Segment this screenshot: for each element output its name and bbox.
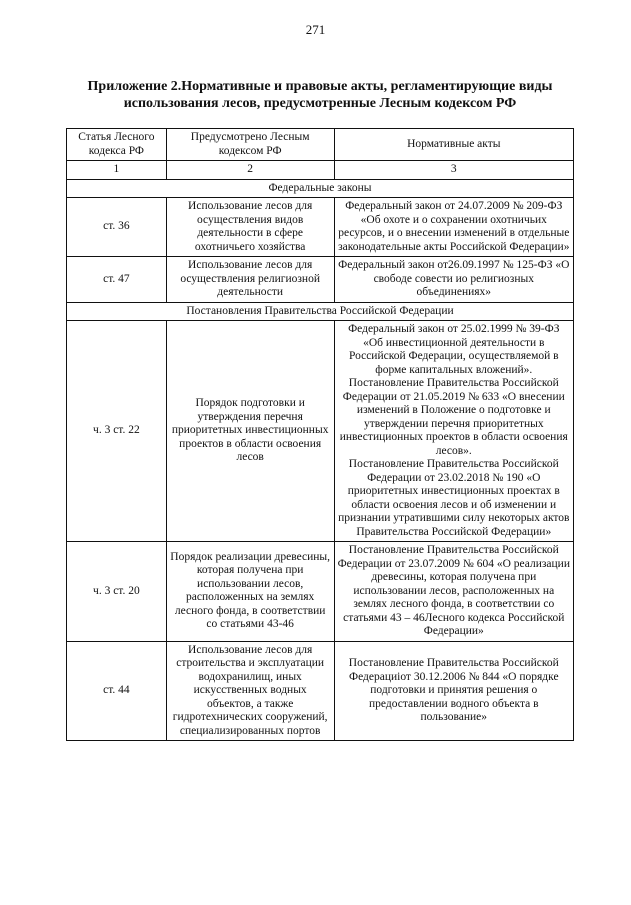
row-ch3-st20: [67, 542, 574, 642]
provision-cell: Использование лесов для осуществления религиозной деятельности: [166, 257, 334, 303]
normative-act: Федеральный закон от 24.07.2009 № 209-ФЗ «Об охоте и о сохранении охотничьих ресурсов, и о внесении изменений в отдельные законодательные акты Российской Федерации»: [338, 200, 570, 253]
provision-cell: Порядок реализации древесины, которая получена при использовании лесов, расположенных на землях лесного фонда, в соответствии со статьями 43-46: [166, 542, 334, 642]
table-header-row: [67, 129, 574, 161]
article-cell: ч. 3 ст. 22: [67, 321, 167, 542]
acts-cell: [334, 198, 573, 257]
normative-act: Постановление Правительства Российской Федерации от 23.07.2009 № 604 «О реализации древесины, которая получена при использовании лесов, расположенных на землях лесного фонда, в соответствии со статьями 43 – 46Лесного кодекса Российской Федерации»: [337, 544, 570, 637]
section-title: Постановления Правительства Российской Федерации: [67, 302, 574, 321]
section-federal: [67, 179, 574, 198]
header-acts: Нормативные акты: [334, 129, 573, 161]
normative-act: Федеральный закон от 25.02.1999 № 39-ФЗ «Об инвестиционной деятельности в Российской Федерации, осуществляемой в форме капитальных вложений».: [348, 323, 560, 376]
section-government: [67, 302, 574, 321]
header-provision: Предусмотрено Лесным кодексом РФ: [166, 129, 334, 161]
article-cell: ч. 3 ст. 20: [67, 542, 167, 642]
article-cell: ст. 36: [67, 198, 167, 257]
provision-cell: Порядок подготовки и утверждения перечня приоритетных инвестиционных проектов в области освоения лесов: [166, 321, 334, 542]
row-ch3-st22: [67, 321, 574, 542]
page-number: 271: [305, 22, 326, 37]
provision-cell: Использование лесов для строительства и эксплуатации водохранилищ, иных искусственных водных объектов, а также гидротехнических сооружений, специализированных портов: [166, 641, 334, 741]
normative-act: Постановление Правительства Российской Федерации от 21.05.2019 № 633 «О внесении изменений в Положение о подготовке и утверждении перечня приоритетных инвестиционных проектов в области освоения лесов».: [339, 377, 568, 457]
column-number-row: [67, 161, 574, 180]
normative-act: Постановление Правительства Российской Федерации от 23.02.2018 № 190 «О приоритетных инвестиционных проектах в области освоения лесов и об изменении и признании утратившими силу некоторых актов Правительства Российской Федерации»: [338, 458, 570, 538]
article-cell: ст. 47: [67, 257, 167, 303]
row-st-36: [67, 198, 574, 257]
document-title: Приложение 2.Нормативные и правовые акты, регламентирующие виды использования лесов, предусмотренные Лесным кодексом РФ: [87, 79, 553, 111]
column-number-3: 3: [334, 161, 573, 180]
article-cell: ст. 44: [67, 641, 167, 741]
column-number-1: 1: [67, 161, 167, 180]
row-st-47: [67, 257, 574, 303]
table-body: [67, 179, 574, 741]
acts-cell: [334, 542, 573, 642]
normative-act: Постановление Правительства Российской Федерациiот 30.12.2006 № 844 «О порядке подготовки и принятия решения о предоставлении водного объекта в пользование»: [348, 657, 559, 723]
section-title: Федеральные законы: [67, 179, 574, 198]
normative-acts-table: [66, 128, 574, 741]
row-st-44: [67, 641, 574, 741]
acts-cell: [334, 257, 573, 303]
provision-cell: Использование лесов для осуществления видов деятельности в сфере охотничьего хозяйства: [166, 198, 334, 257]
normative-act: Федеральный закон от26.09.1997 № 125-ФЗ «О свободе совести ио религиозных объединениях»: [338, 259, 570, 298]
column-number-2: 2: [166, 161, 334, 180]
acts-cell: [334, 641, 573, 741]
header-article: Статья Лесного кодекса РФ: [67, 129, 167, 161]
acts-cell: [334, 321, 573, 542]
